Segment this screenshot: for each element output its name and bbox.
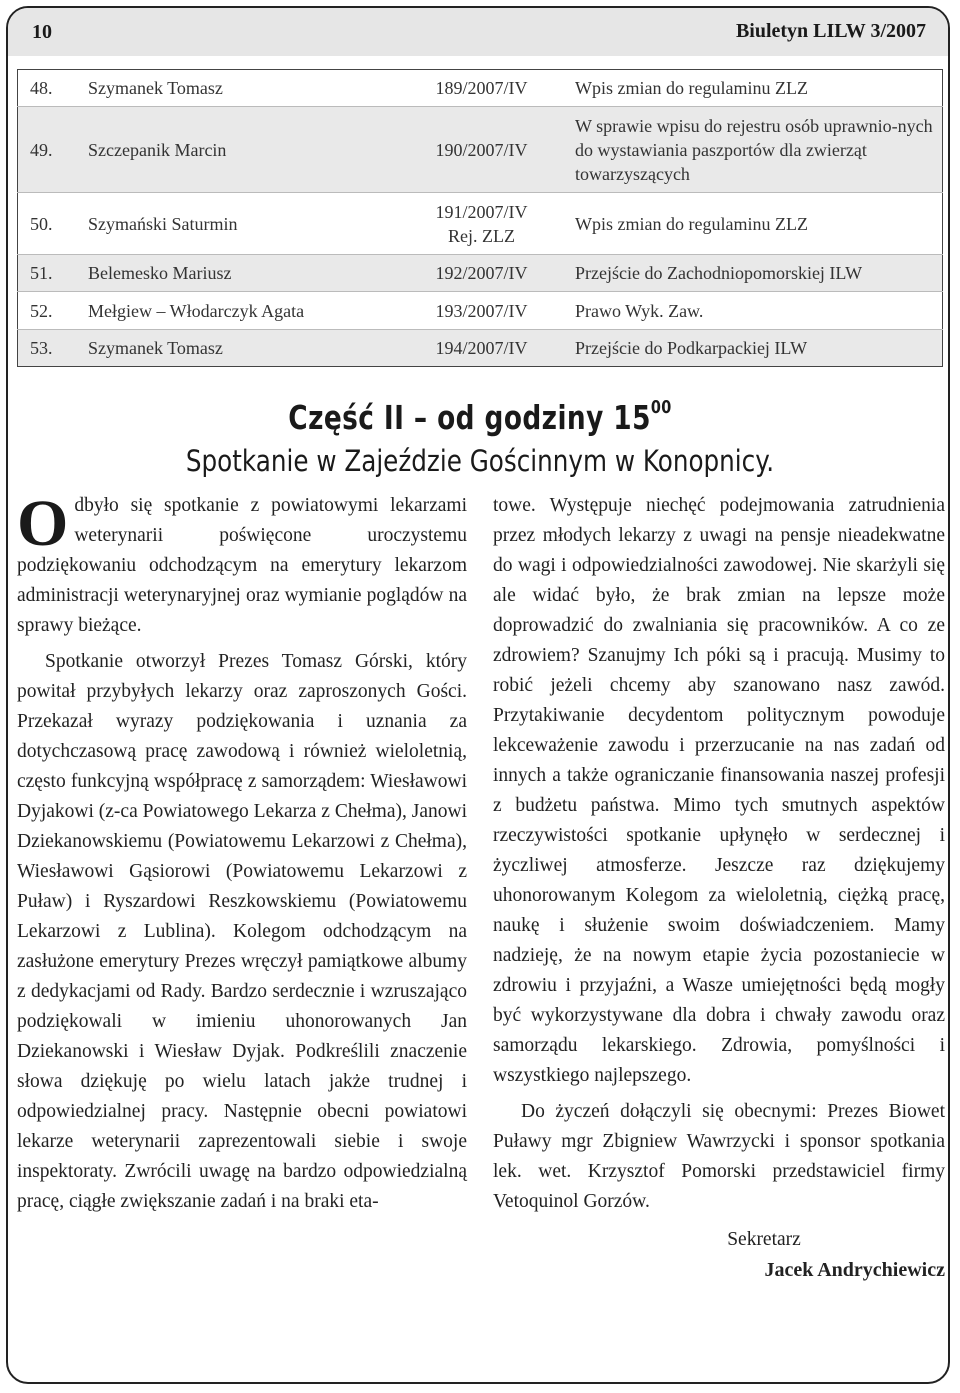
row-number: 53. bbox=[30, 338, 53, 358]
row-resolution: 189/2007/IV bbox=[435, 78, 528, 98]
signature bbox=[493, 1225, 945, 1285]
row-name: Szymanek Tomasz bbox=[88, 78, 223, 98]
section-title-sup: 00 bbox=[650, 397, 672, 418]
row-name: Szymanek Tomasz bbox=[88, 338, 223, 358]
resolutions-table bbox=[17, 69, 943, 367]
row-subject: Przejście do Podkarpackiej ILW bbox=[575, 338, 808, 358]
row-number: 48. bbox=[30, 78, 53, 98]
table-row bbox=[18, 193, 943, 255]
row-number: 49. bbox=[30, 139, 53, 160]
row-subject: Prawo Wyk. Zaw. bbox=[575, 300, 704, 321]
row-subject: Przejście do Zachodniopomorskiej ILW bbox=[575, 263, 863, 283]
row-name: Belemesko Mariusz bbox=[88, 263, 232, 283]
article-column-left bbox=[17, 487, 467, 1217]
row-name: Szczepanik Marcin bbox=[88, 139, 227, 160]
table-row bbox=[18, 255, 943, 292]
article-paragraph: Do życzeń dołączyli się obecnymi: Prezes Biowet Puławy mgr Zbigniew Wawrzycki i sponsor spotkania lek. wet. Krzysztof Pomorski przedstawiciel firmy Vetoquinol Gorzów. bbox=[493, 1101, 945, 1212]
row-number: 52. bbox=[30, 300, 53, 321]
dropcap: O bbox=[17, 487, 69, 560]
row-resolution: 191/2007/IV Rej. ZLZ bbox=[435, 201, 528, 246]
signature-name: Jacek Andrychiewicz bbox=[764, 1259, 945, 1281]
section-title: Część II – od godziny $15^{00}$ bbox=[288, 397, 672, 437]
page-header bbox=[8, 8, 948, 56]
row-number: 50. bbox=[30, 213, 53, 234]
row-resolution: 194/2007/IV bbox=[435, 338, 528, 358]
table-row bbox=[18, 70, 943, 107]
row-resolution: 190/2007/IV bbox=[435, 139, 528, 160]
table-row bbox=[18, 107, 943, 193]
section-subtitle: Spotkanie w Zajeździe Gościnnym w Konopnicy. bbox=[185, 444, 775, 478]
table-row bbox=[18, 330, 943, 367]
row-subject: W sprawie wpisu do rejestru osób uprawnio-nych do wystawiania paszportów dla zwierząt towarzyszących bbox=[575, 115, 933, 184]
row-resolution: 192/2007/IV bbox=[435, 263, 528, 283]
row-subject: Wpis zmian do regulaminu ZLZ bbox=[575, 78, 808, 98]
article-paragraph: Spotkanie otworzył Prezes Tomasz Górski, który powitał przybyłych lekarzy oraz zaproszonych Gości. Przekazał wyrazy podziękowania i uznania za dotychczasową pracę zawodową i również wieloletnią, często funkcyjną współpracę z samorządem: Wiesławowi Dyjakowi (z-ca Powiatowego Lekarza z Chełma), Janowi Dziekanowskiemu (Powiatowemu Lekarzowi z Chełma), Wiesławowi Gąsiorowi (Powiatowemu Lekarzowi z Puław) i Ryszardowi Reszkowskiemu (Powiatowemu Lekarzowi z Lublina). Kolegom odchodzącym na zasłużone emerytury Prezes wręczył pamiątkowe albumy z dedykacjami od Rady. Bardzo serdecznie i wzruszająco podziękowali w imieniu uhonorowanych Jan Dziekanowski i Wiesław Dyjak. Podkreślili znaczenie słowa dziękuję po wielu latach jakże trudnej i odpowiedzialnej pracy. Następnie obecni powiatowi lekarze weterynarii zaprezentowali siebie i swoje inspektoraty. Zwrócili uwagę na bardzo odpowiedzialną pracę, ciągłe zwiększanie zadań i na braki eta- bbox=[17, 651, 467, 1212]
article-column-right bbox=[493, 491, 945, 1285]
bulletin-title: Biuletyn LILW 3/2007 bbox=[735, 20, 926, 42]
row-subject: Wpis zmian do regulaminu ZLZ bbox=[575, 213, 808, 234]
row-name: Szymański Saturmin bbox=[88, 213, 238, 234]
page-number: 10 bbox=[32, 21, 52, 43]
table-row bbox=[18, 292, 943, 330]
article-paragraph: Odbyło się spotkanie z powiatowymi lekarzami weterynarii poświęcone uroczystemu podziękowaniu odchodzącym na emerytury lekarzom administracji weterynaryjnej oraz wymianie poglądów na sprawy bieżące. bbox=[17, 487, 467, 636]
row-number: 51. bbox=[30, 263, 53, 283]
article-paragraph: towe. Występuje niechęć podejmowania zatrudnienia przez młodych lekarzy z uwagi na pensje nieadekwatne do wagi i odpowiedzialności zawodowej. Nie skarżyli się ale widać było, że brak zmian na lepsze może doprowadzić do zwalniania się pracowników. A co ze zdrowiem? Szanujmy Ich póki są i pracują. Musimy to robić jeżeli chcemy aby szanowano nasz zawód. Przytakiwanie decydentom politycznym powoduje lekceważenie zawodu i przerzucanie na nas zadań od innych a także ograniczanie finansowania naszej profesji z budżetu państwa. Mimo tych smutnych aspektów rzeczywistości spotkanie upłynęło w serdecznej i życzliwej atmosferze. Jeszcze raz dziękujemy uhonorowanym Kolegom za wieloletnią, ciężką pracę, naukę i służenie swoim doświadczeniem. Mamy nadzieję, że na nowym etapie życia pozostaniecie w zdrowiu i przyjaźni, a Wasze umiejętności będą mogły być wykorzystywane dla dobra i chwały zawodu oraz samorządu lekarskiego. Zdrowia, pomyślności i wszystkiego najlepszego. bbox=[493, 495, 945, 1086]
signature-role: Sekretarz bbox=[727, 1229, 801, 1250]
row-name: Mełgiew – Włodarczyk Agata bbox=[88, 300, 305, 321]
row-resolution: 193/2007/IV bbox=[435, 300, 528, 321]
